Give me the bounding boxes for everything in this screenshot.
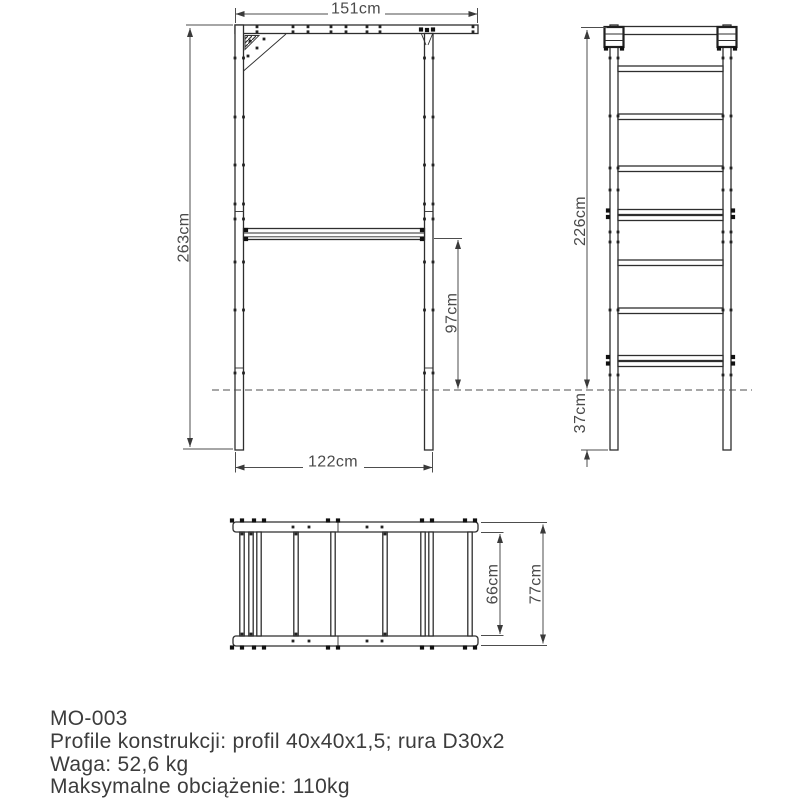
model-code: MO-003 — [50, 707, 128, 730]
front-right-post — [425, 34, 434, 451]
dim-37cm-label: 37cm — [572, 392, 589, 434]
front-middle-bar — [244, 229, 425, 240]
clamp-dots — [230, 27, 737, 649]
dim-263cm-label: 263cm — [175, 212, 193, 263]
dim-151cm-label: 151cm — [330, 0, 382, 18]
dim-66cm-label: 66cm — [484, 563, 502, 605]
side-right-post — [723, 25, 731, 450]
ladder-rungs — [618, 66, 723, 367]
front-top-bar — [235, 25, 478, 34]
dim-77cm-label: 77cm — [527, 563, 545, 605]
front-left-post — [235, 25, 244, 450]
top-view-rail-b — [233, 636, 478, 646]
max-load: Maksymalne obciążenie: 110kg — [50, 775, 350, 798]
top-view-rail-a — [233, 522, 478, 532]
top-view-rungs — [240, 532, 472, 636]
dim-122cm-label: 122cm — [307, 453, 359, 471]
side-view — [605, 25, 737, 450]
front-view — [235, 25, 478, 450]
weight: Waga: 52,6 kg — [50, 753, 189, 776]
dim-226cm-label: 226cm — [572, 195, 589, 247]
construction-profile: Profile konstrukcji: profil 40x40x1,5; rura D30x2 — [50, 730, 505, 753]
spec-text-block — [50, 707, 505, 798]
dim-97cm-label: 97cm — [443, 292, 461, 334]
side-top-tube — [610, 27, 731, 35]
side-left-post — [610, 25, 618, 450]
top-view — [233, 522, 478, 646]
